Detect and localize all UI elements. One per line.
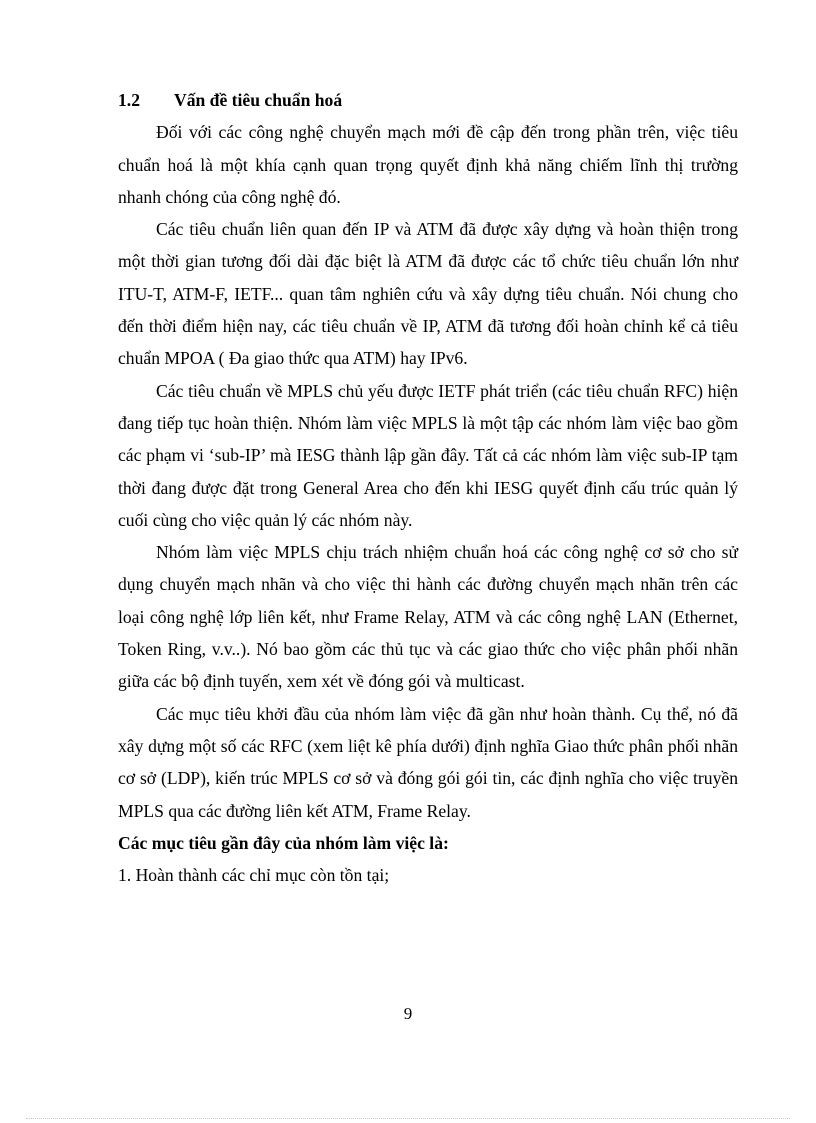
paragraph: Các tiêu chuẩn về MPLS chủ yếu được IETF phát triển (các tiêu chuẩn RFC) hiện đang tiếp tục hoàn thiện. Nhóm làm việc MPLS là một tập các nhóm làm việc bao gồm các phạm vi ‘sub-IP’ mà IESG thành lập gần đây. Tất cả các nhóm làm việc sub-IP tạm thời đang được đặt trong General Area cho đến khi IESG quyết định cấu trúc quản lý cuối cùng cho việc quản lý các nhóm này.	[118, 380, 738, 530]
page-content	[118, 84, 738, 891]
list-item: 1. Hoàn thành các chỉ mục còn tồn tại;	[118, 865, 390, 886]
paragraph: Các mục tiêu khởi đầu của nhóm làm việc đã gần như hoàn thành. Cụ thể, nó đã xây dựng một số các RFC (xem liệt kê phía dưới) định nghĩa Giao thức phân phối nhãn cơ sở (LDP), kiến trúc MPLS cơ sở và đóng gói gói tin, các định nghĩa cho việc truyền MPLS qua các đường liên kết ATM, Frame Relay.	[118, 703, 738, 821]
section-number: 1.2	[118, 90, 140, 110]
page-border-rule	[26, 1118, 790, 1119]
paragraph: Đối với các công nghệ chuyển mạch mới đề cập đến trong phần trên, việc tiêu chuẩn hoá là một khía cạnh quan trọng quyết định khả năng chiếm lĩnh thị trường nhanh chóng của công nghệ đó.	[118, 122, 738, 207]
paragraph: Các tiêu chuẩn liên quan đến IP và ATM đã được xây dựng và hoàn thiện trong một thời gian tương đối dài đặc biệt là ATM đã được các tổ chức tiêu chuẩn lớn như ITU-T, ATM-F, IETF... quan tâm nghiên cứu và xây dựng tiêu chuẩn. Nói chung cho đến thời điểm hiện nay, các tiêu chuẩn về IP, ATM đã tương đối hoàn chỉnh kể cả tiêu chuẩn MPOA ( Đa giao thức qua ATM) hay IPv6.	[118, 219, 738, 369]
section-heading	[118, 84, 738, 116]
section-title: Vấn đề tiêu chuẩn hoá	[174, 90, 343, 110]
page-number: 9	[403, 1004, 413, 1023]
paragraph: Nhóm làm việc MPLS chịu trách nhiệm chuẩn hoá các công nghệ cơ sở cho sử dụng chuyển mạch nhãn và cho việc thi hành các đường chuyển mạch nhãn trên các loại công nghệ lớp liên kết, như Frame Relay, ATM và các công nghệ LAN (Ethernet, Token Ring, v.v..). Nó bao gồm các thủ tục và các giao thức cho việc phân phối nhãn giữa các bộ định tuyến, xem xét về đóng gói và multicast.	[118, 542, 738, 692]
goals-heading: Các mục tiêu gần đây của nhóm làm việc là:	[118, 832, 449, 853]
